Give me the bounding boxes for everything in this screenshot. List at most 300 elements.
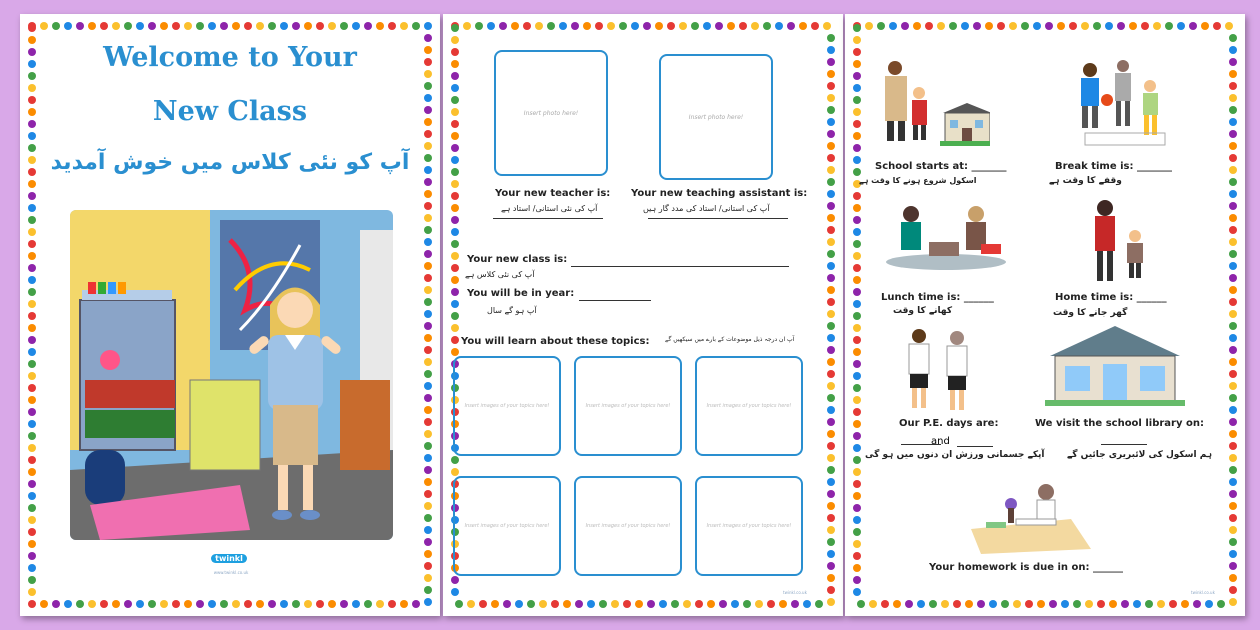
border-dot (815, 600, 823, 608)
border-dot (827, 130, 835, 138)
border-dot (823, 22, 831, 30)
border-dot (827, 370, 835, 378)
border-dot (292, 22, 300, 30)
border-dot (751, 22, 759, 30)
border-dot (64, 22, 72, 30)
border-dot (328, 600, 336, 608)
border-dot (316, 22, 324, 30)
border-dot (1229, 118, 1237, 126)
border-dot (220, 600, 228, 608)
lunch-time-urdu: کھانے کا وقت (893, 306, 953, 316)
class-label: Your new class is: (467, 254, 568, 265)
border-dot (667, 22, 675, 30)
border-dot (827, 418, 835, 426)
border-dot (827, 310, 835, 318)
border-dot (827, 214, 835, 222)
border-dot (1229, 454, 1237, 462)
border-dot (424, 346, 432, 354)
library-building-illustration (1045, 326, 1185, 406)
border-dot (1229, 322, 1237, 330)
border-dot (853, 264, 861, 272)
border-dot (451, 180, 459, 188)
border-dot (1201, 22, 1209, 30)
border-dot (256, 600, 264, 608)
border-dot (304, 22, 312, 30)
border-dot (937, 22, 945, 30)
school-starts-urdu: اسکول شروع ہونے کا وقت ہے (859, 176, 977, 185)
border-dot (973, 22, 981, 30)
border-dot (451, 576, 459, 584)
border-dot (40, 22, 48, 30)
border-dot (619, 22, 627, 30)
border-dot (827, 406, 835, 414)
border-dot (76, 600, 84, 608)
border-dot (304, 600, 312, 608)
border-dot (424, 526, 432, 534)
border-dot (451, 204, 459, 212)
border-dot (451, 288, 459, 296)
border-dot (451, 72, 459, 80)
border-dot (424, 574, 432, 582)
border-dot (853, 432, 861, 440)
border-dot (853, 96, 861, 104)
border-dot (1229, 490, 1237, 498)
border-dot (451, 24, 459, 32)
border-dot (917, 600, 925, 608)
border-dot (28, 588, 36, 596)
break-time-label: Break time is: _______ (1055, 161, 1172, 172)
border-dot (172, 22, 180, 30)
border-dot (28, 600, 36, 608)
border-dot (424, 430, 432, 438)
border-dot (451, 348, 459, 356)
border-dot (451, 240, 459, 248)
border-dot (719, 600, 727, 608)
border-dot (1169, 600, 1177, 608)
border-dot (491, 600, 499, 608)
border-dot (853, 444, 861, 452)
border-dot (28, 432, 36, 440)
border-dot (412, 600, 420, 608)
page-title-line2: New Class (152, 96, 308, 127)
border-dot (1057, 22, 1065, 30)
border-dot (52, 600, 60, 608)
border-dot (28, 312, 36, 320)
border-dot (941, 600, 949, 608)
border-dot (853, 144, 861, 152)
border-dot (328, 22, 336, 30)
border-dot (865, 22, 873, 30)
border-dot (28, 480, 36, 488)
border-dot (869, 600, 877, 608)
border-dot (523, 22, 531, 30)
border-dot (28, 264, 36, 272)
border-dot (487, 22, 495, 30)
border-dot (1229, 250, 1237, 258)
border-dot (1021, 22, 1029, 30)
border-dot (827, 586, 835, 594)
border-dot (28, 192, 36, 200)
border-dot (424, 514, 432, 522)
border-dot (853, 60, 861, 68)
border-dot (827, 358, 835, 366)
border-dot (1049, 600, 1057, 608)
homework-label: Your homework is due in on: ______ (929, 562, 1123, 573)
border-dot (28, 180, 36, 188)
border-dot (1061, 600, 1069, 608)
border-dot (811, 22, 819, 30)
teacher-photo-placeholder[interactable]: Insert photo here! (494, 50, 608, 176)
border-dot (244, 600, 252, 608)
border-dot (539, 600, 547, 608)
border-dot (244, 22, 252, 30)
border-dot (424, 142, 432, 150)
border-dot (280, 600, 288, 608)
border-dot (28, 276, 36, 284)
border-dot (28, 444, 36, 452)
border-dot (949, 22, 957, 30)
border-dot (196, 22, 204, 30)
border-dot (827, 70, 835, 78)
border-dot (352, 600, 360, 608)
border-dot (1037, 600, 1045, 608)
border-dot (1229, 106, 1237, 114)
border-dot (28, 576, 36, 584)
border-dot (1097, 600, 1105, 608)
border-dot (451, 144, 459, 152)
border-dot (853, 24, 861, 32)
border-dot (853, 156, 861, 164)
border-dot (827, 226, 835, 234)
border-dot (424, 502, 432, 510)
home-time-label: Home time is: ______ (1055, 292, 1167, 303)
border-dot (827, 118, 835, 126)
border-dot (424, 322, 432, 330)
border-dot (451, 60, 459, 68)
border-dot (28, 504, 36, 512)
border-dot (28, 240, 36, 248)
border-dot (1045, 22, 1053, 30)
library-label: We visit the school library on: (1035, 418, 1204, 429)
border-dot (424, 250, 432, 258)
border-dot (853, 552, 861, 560)
border-dot (827, 190, 835, 198)
border-dot (424, 490, 432, 498)
border-dot (953, 600, 961, 608)
school-starts-label: School starts at: _______ (875, 161, 1007, 172)
border-dot (196, 600, 204, 608)
border-dot (853, 588, 861, 596)
border-dot (28, 420, 36, 428)
assistant-line (648, 218, 788, 219)
border-dot (965, 600, 973, 608)
border-dot (853, 48, 861, 56)
border-dot (499, 22, 507, 30)
break-time-illustration (1065, 58, 1180, 148)
border-dot (827, 322, 835, 330)
border-dot (451, 192, 459, 200)
border-dot (28, 408, 36, 416)
border-dot (1193, 600, 1201, 608)
border-dot (827, 562, 835, 570)
border-dot (424, 310, 432, 318)
border-dot (424, 538, 432, 546)
info-page (443, 14, 843, 616)
border-dot (451, 156, 459, 164)
border-dot (853, 84, 861, 92)
border-dot (1229, 298, 1237, 306)
border-dot (340, 600, 348, 608)
border-dot (659, 600, 667, 608)
border-dot (424, 262, 432, 270)
border-dot (827, 550, 835, 558)
border-dot (1229, 238, 1237, 246)
border-dot (1229, 310, 1237, 318)
topics-label: You will learn about these topics: (461, 336, 650, 347)
border-dot (1229, 130, 1237, 138)
topic-box[interactable]: Insert images of your topics here! (453, 356, 561, 456)
border-dot (827, 298, 835, 306)
border-dot (1229, 70, 1237, 78)
border-dot (1229, 154, 1237, 162)
topic-box[interactable]: Insert images of your topics here! (695, 476, 803, 576)
border-dot (827, 286, 835, 294)
border-dot (827, 502, 835, 510)
border-dot (424, 178, 432, 186)
border-dot (28, 516, 36, 524)
border-dot (112, 600, 120, 608)
border-dot (451, 48, 459, 56)
page-title-line1: Welcome to Your (103, 42, 357, 73)
border-dot (208, 22, 216, 30)
border-dot (28, 468, 36, 476)
border-dot (1229, 178, 1237, 186)
border-dot (827, 166, 835, 174)
border-dot (1229, 574, 1237, 582)
border-dot (124, 22, 132, 30)
border-dot (707, 600, 715, 608)
border-dot (683, 600, 691, 608)
border-dot (424, 406, 432, 414)
border-dot (767, 600, 775, 608)
lunch-time-label: Lunch time is: ______ (881, 292, 994, 303)
topic-box[interactable]: Insert images of your topics here! (574, 476, 682, 576)
border-dot (853, 36, 861, 44)
border-dot (28, 132, 36, 140)
border-dot (451, 336, 459, 344)
border-dot (853, 576, 861, 584)
border-dot (1229, 262, 1237, 270)
border-dot (743, 600, 751, 608)
topic-box[interactable]: Insert images of your topics here! (574, 356, 682, 456)
border-dot (827, 346, 835, 354)
border-dot (479, 600, 487, 608)
topic-box[interactable]: Insert images of your topics here! (453, 476, 561, 576)
border-dot (853, 336, 861, 344)
border-dot (853, 528, 861, 536)
pe-and: and (931, 436, 950, 447)
border-dot (28, 24, 36, 32)
border-dot (1229, 466, 1237, 474)
border-dot (424, 478, 432, 486)
border-dot (160, 600, 168, 608)
border-dot (1013, 600, 1021, 608)
border-dot (571, 22, 579, 30)
border-dot (791, 600, 799, 608)
teacher-line (493, 218, 603, 219)
border-dot (1229, 586, 1237, 594)
border-dot (853, 456, 861, 464)
pe-line-2 (957, 446, 993, 447)
border-dot (1225, 22, 1233, 30)
border-dot (1217, 600, 1225, 608)
assistant-photo-placeholder[interactable]: Insert photo here! (659, 54, 773, 180)
border-dot (88, 22, 96, 30)
border-dot (451, 264, 459, 272)
border-dot (400, 22, 408, 30)
border-dot (503, 600, 511, 608)
border-dot (208, 600, 216, 608)
border-dot (1133, 600, 1141, 608)
border-dot (703, 22, 711, 30)
pe-illustration (899, 326, 979, 414)
border-dot (853, 240, 861, 248)
border-dot (112, 22, 120, 30)
border-dot (853, 276, 861, 284)
border-dot (376, 600, 384, 608)
border-dot (1205, 600, 1213, 608)
border-dot (961, 22, 969, 30)
border-dot (28, 372, 36, 380)
border-dot (691, 22, 699, 30)
border-dot (40, 600, 48, 608)
topic-box[interactable]: Insert images of your topics here! (695, 356, 803, 456)
border-dot (853, 312, 861, 320)
border-dot (827, 454, 835, 462)
border-dot (451, 276, 459, 284)
border-dot (451, 456, 459, 464)
border-dot (424, 226, 432, 234)
assistant-urdu: آپ کی استانی/ استاد کی مدد گار ہیں (643, 204, 770, 213)
border-dot (853, 324, 861, 332)
border-dot (1229, 94, 1237, 102)
border-dot (424, 370, 432, 378)
border-dot (901, 22, 909, 30)
border-dot (607, 22, 615, 30)
border-dot (1229, 166, 1237, 174)
lunch-illustration (881, 202, 1011, 272)
border-dot (611, 600, 619, 608)
border-dot (1145, 600, 1153, 608)
home-time-illustration (1085, 196, 1165, 286)
border-dot (877, 22, 885, 30)
border-dot (148, 600, 156, 608)
border-dot (827, 154, 835, 162)
border-dot (220, 22, 228, 30)
border-dot (388, 22, 396, 30)
border-dot (1229, 226, 1237, 234)
border-dot (280, 22, 288, 30)
border-dot (623, 600, 631, 608)
border-dot (1229, 190, 1237, 198)
teacher-urdu: آپ کی نئی استانی/ استاد ہے (501, 204, 598, 213)
classroom-illustration (70, 210, 393, 540)
border-dot (136, 22, 144, 30)
border-dot (1229, 214, 1237, 222)
border-dot (827, 526, 835, 534)
border-dot (1081, 22, 1089, 30)
border-dot (424, 394, 432, 402)
border-dot (853, 228, 861, 236)
border-dot (1229, 370, 1237, 378)
border-dot (475, 22, 483, 30)
border-dot (977, 600, 985, 608)
border-dot (124, 600, 132, 608)
border-dot (985, 22, 993, 30)
border-dot (631, 22, 639, 30)
break-time-urdu: وقفے کا وقت ہے (1049, 176, 1122, 186)
border-dot (28, 528, 36, 536)
border-dot (715, 22, 723, 30)
border-dot (28, 216, 36, 224)
border-dot (853, 384, 861, 392)
border-dot (827, 94, 835, 102)
border-dot (827, 490, 835, 498)
timetable-page (845, 14, 1245, 616)
border-dot (853, 360, 861, 368)
border-dot (779, 600, 787, 608)
border-dot (232, 600, 240, 608)
border-dot (587, 600, 595, 608)
border-dot (1229, 562, 1237, 570)
border-dot (388, 600, 396, 608)
border-dot (1025, 600, 1033, 608)
border-dot (28, 288, 36, 296)
border-dot (893, 600, 901, 608)
border-dot (268, 22, 276, 30)
border-dot (997, 22, 1005, 30)
assistant-label: Your new teaching assistant is: (631, 188, 808, 199)
border-dot (827, 250, 835, 258)
border-dot (1229, 82, 1237, 90)
border-dot (827, 514, 835, 522)
page3-footer: twinkl.co.uk (1191, 590, 1215, 595)
border-dot (827, 538, 835, 546)
border-dot (1229, 514, 1237, 522)
border-dot (424, 130, 432, 138)
border-dot (424, 274, 432, 282)
border-dot (28, 204, 36, 212)
border-dot (595, 22, 603, 30)
border-dot (827, 382, 835, 390)
border-dot (424, 202, 432, 210)
border-dot (853, 168, 861, 176)
border-dot (857, 600, 865, 608)
border-dot (827, 466, 835, 474)
border-dot (827, 274, 835, 282)
border-dot (1229, 358, 1237, 366)
border-dot (1213, 22, 1221, 30)
urdu-title: آپ کو نئی کلاس میں خوش آمدید (50, 150, 410, 175)
border-dot (28, 360, 36, 368)
border-dot (28, 72, 36, 80)
border-dot (881, 600, 889, 608)
border-dot (424, 418, 432, 426)
border-dot (853, 132, 861, 140)
border-dot (451, 120, 459, 128)
border-dot (1229, 202, 1237, 210)
border-dot (763, 22, 771, 30)
